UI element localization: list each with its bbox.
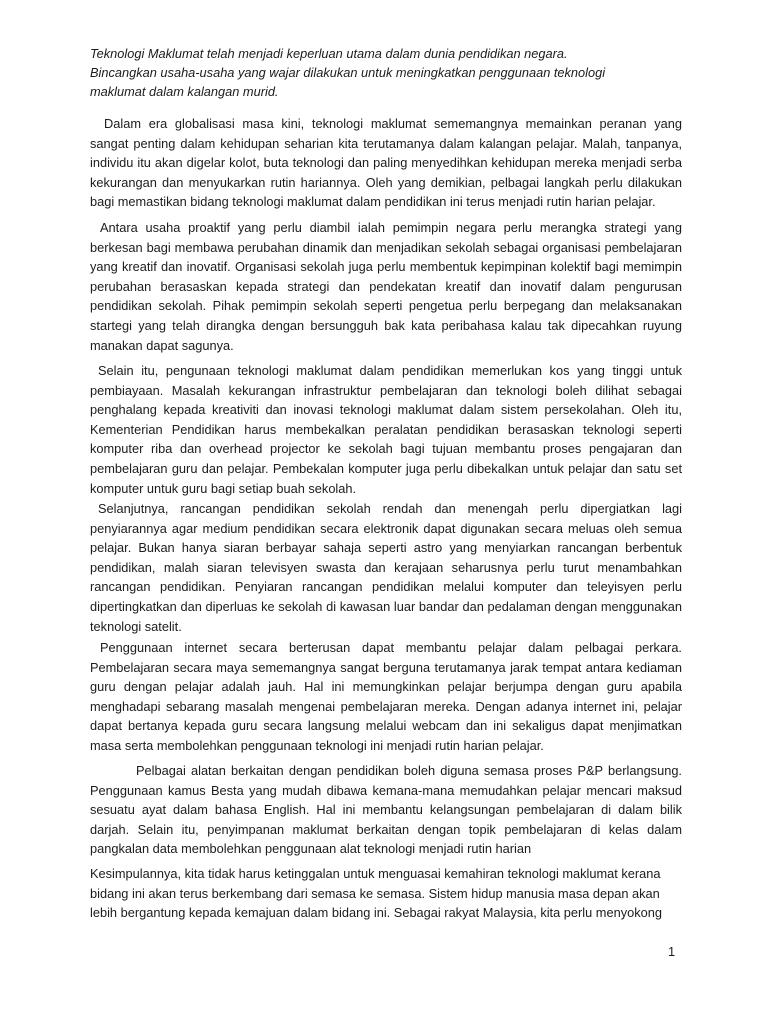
page-number: 1 — [668, 944, 676, 959]
question-line-3: maklumat dalam kalangan murid. — [90, 84, 279, 99]
question-line-2: Bincangkan usaha-usaha yang wajar dilakukan untuk meningkatkan penggunaan teknologi — [90, 65, 606, 80]
paragraph-introduction: Dalam era globalisasi masa kini, teknologi maklumat sememangnya memainkan peranan yang sangat penting dalam kehidupan seharian kita terutamanya dalam kalangan pelajar. Malah, tanpanya, individu itu akan digelar kolot, buta teknologi dan paling menyedihkan kehidupan mereka menjadi serba kekurangan dan menyukarkan rutin hariannya. Oleh yang demikian, pelbagai langkah perlu dilakukan bagi memastikan bidang teknologi maklumat dalam pendidikan ini terus menjadi rutin harian pelajar. — [90, 116, 682, 210]
question-line-1: Teknologi Maklumat telah menjadi keperluan utama dalam dunia pendidikan negara. — [90, 46, 568, 61]
paragraph-leadership-strategy: Antara usaha proaktif yang perlu diambil ialah pemimpin negara perlu merangka strategi yang berkesan bagi membawa perubahan dinamik dan menjadikan sekolah sebagai organisasi pembelajaran yang kreatif dan inovatif. Organisasi sekolah juga perlu membentuk kepimpinan kolektif bagi memimpin perubahan berasaskan kepada strategi dan pendekatan kreatif dan inovatif dalam pengurusan pendidikan sekolah. Pihak pemimpin sekolah seperti pengetua perlu berpegang dan melaksanakan startegi yang telah dirangka dengan bersungguh bak kata peribahasa kalau tak dipecahkan ruyung manakan dapat sagunya. — [90, 220, 682, 353]
essay-question — [90, 44, 680, 101]
paragraph-equipment-funding: Selain itu, pengunaan teknologi maklumat dalam pendidikan memerlukan kos yang tinggi untuk pembiayaan. Masalah kekurangan infrastruktur pembelajaran dan teknologi boleh dilihat sebagai penghalang kepada kreativiti dan inovasi teknologi maklumat dalam sistem persekolahan. Oleh itu, Kementerian Pendidikan harus membekalkan peralatan pendidikan berasaskan teknologi seperti komputer riba dan overhead projector ke sekolah bagi tujuan membantu proses pengajaran dan pembelajaran guru dan pelajar. Pembekalan komputer juga perlu dibekalkan untuk pelajar dan satu set komputer untuk guru bagi setiap buah sekolah. — [90, 363, 682, 496]
paragraph-learning-tools: Pelbagai alatan berkaitan dengan pendidikan boleh diguna semasa proses P&P berlangsung. Penggunaan kamus Besta yang mudah dibawa kemana-mana memudahkan pelajar mencari maksud sesuatu ayat dalam bahasa English. Hal ini membantu kelangsungan pembelajaran di dalam bilik darjah. Selain itu, penyimpanan maklumat berkaitan dengan topik pembelajaran di kelas dalam pangkalan data membolehkan penggunaan alat teknologi menjadi rutin harian — [90, 763, 682, 857]
paragraph-education-broadcasting: Selanjutnya, rancangan pendidikan sekolah rendah dan menengah perlu dipergiatkan lagi penyiarannya agar medium pendidikan secara elektronik dapat digunakan secara meluas oleh semua pelajar. Bukan hanya siaran berbayar sahaja seperti astro yang menyiarkan rancangan berbentuk pendidikan, malah siaran televisyen swasta dan kerajaan seharusnya perlu turut menambahkan rancangan pendidikan. Penyiaran rancangan pendidikan melalui komputer dan teleyisyen perlu dipertingkatkan dan diperluas ke sekolah di kawasan luar bandar dan pedalaman dengan menggunakan teknologi satelit. — [90, 501, 682, 634]
paragraph-conclusion: Kesimpulannya, kita tidak harus ketinggalan untuk menguasai kemahiran teknologi maklumat kerana bidang ini akan terus berkembang dari semasa ke semasa. Sistem hidup manusia masa depan akan lebih bergantung kepada kemajuan dalam bidang ini. Sebagai rakyat Malaysia, kita perlu menyokong — [90, 866, 662, 921]
paragraph-internet-usage: Penggunaan internet secara berterusan dapat membantu pelajar dalam pelbagai perkara. Pembelajaran secara maya sememangnya sangat berguna terutamanya jarak tempat antara kediaman guru dengan pelajar adalah jauh. Hal ini memungkinkan pelajar berjumpa dengan guru apabila menghadapi sebarang masalah mengenai pembelajaran mereka. Dengan adanya internet ini, pelajar dapat bertanya kepada guru secara langsung melalui webcam dan ini sekaligus dapat menjimatkan masa serta membolehkan penggunaan teknologi ini menjadi rutin harian pelajar. — [90, 640, 682, 753]
